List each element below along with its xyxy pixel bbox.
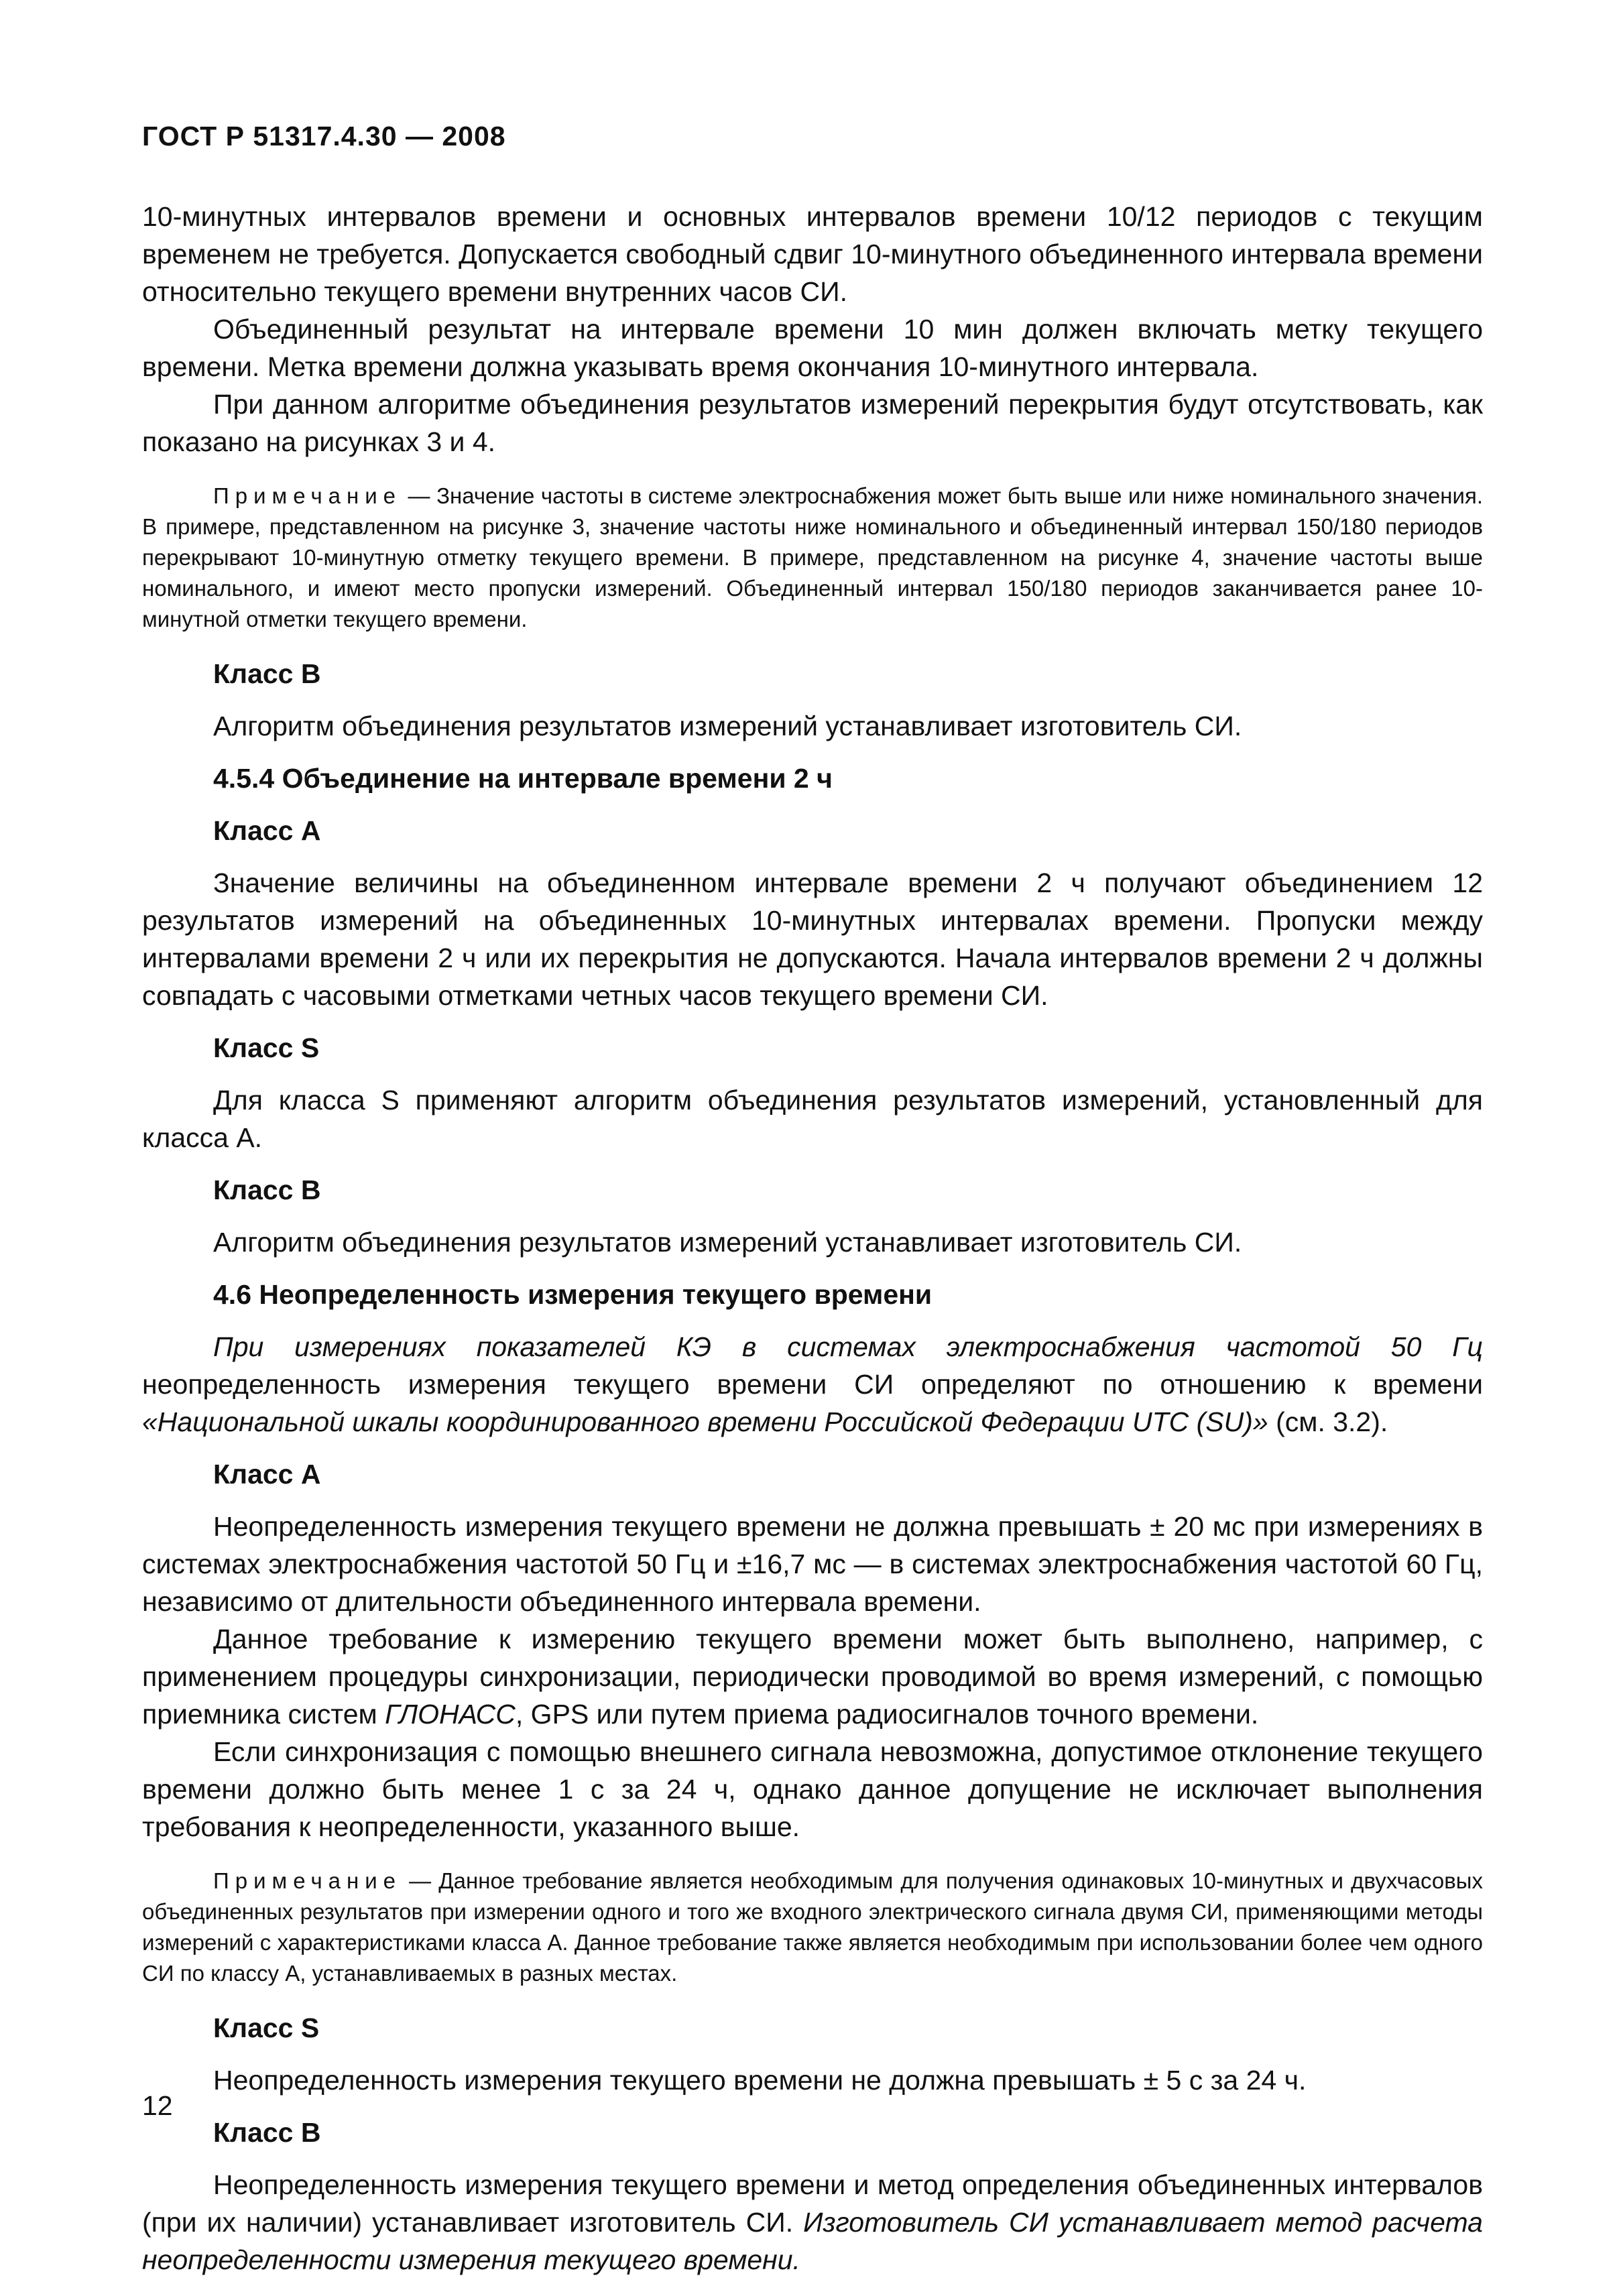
standard-header: ГОСТ Р 51317.4.30 — 2008 bbox=[142, 121, 506, 152]
note-text: — Данное требование является необходимым для получения одинаковых 10-минутных и двухчасовых объединенных результатов при измерении одного и того же входного электрического сигнала двумя СИ, применяющими методы измерений с характеристиками класса А. Данное требование также является необходимым при использовании более чем одного СИ по классу А, устанавливаемых в разных местах. bbox=[142, 1868, 1483, 1986]
paragraph: При данном алгоритме объединения результатов измерений перекрытия будут отсутствовать, как показано на рисунках 3 и 4. bbox=[142, 389, 1483, 457]
note bbox=[142, 481, 1483, 635]
note-text: — Значение частоты в системе электроснабжения может быть выше или ниже номинального значения. В примере, представленном на рисунке 3, значение частоты ниже номинального и объединенный интервал 150/180 периодов перекрывают 10-минутную отметку текущего времени. В примере, представленном на рисунке 4, значение частоты выше номинального, и имеют место пропуски измерений. Объединенный интервал 150/180 периодов заканчивается ранее 10-минутной отметки текущего времени. bbox=[142, 483, 1483, 631]
text: (см. 3.2). bbox=[1268, 1406, 1388, 1437]
section-heading: Класс В bbox=[213, 1174, 321, 1205]
note-label: Примечание bbox=[213, 483, 402, 508]
section-heading: Класс S bbox=[213, 1032, 320, 1063]
section-heading: Класс S bbox=[213, 2012, 320, 2043]
italic-text: При измерениях показателей КЭ в системах электроснабжения частотой 50 Гц bbox=[213, 1331, 1483, 1362]
paragraph: Объединенный результат на интервале времени 10 мин должен включать метку текущего времени. Метка времени должна указывать время окончания 10-минутного интервала. bbox=[142, 314, 1483, 382]
italic-text: Изготовитель СИ устанавливает метод расчета неопределенности измерения текущего времени. bbox=[142, 2207, 1483, 2275]
paragraph: 10-минутных интервалов времени и основных интервалов времени 10/12 периодов с текущим временем не требуется. Допускается свободный сдвиг 10-минутного объединенного интервала времени относительно текущего времени внутренних часов СИ. bbox=[142, 201, 1483, 307]
page-number: 12 bbox=[142, 2090, 173, 2121]
paragraph bbox=[142, 1328, 1483, 1441]
paragraph: Для класса S применяют алгоритм объединения результатов измерений, установленный для класса А. bbox=[142, 1085, 1483, 1153]
paragraph: Если синхронизация с помощью внешнего сигнала невозможна, допустимое отклонение текущего времени должно быть менее 1 с за 24 ч, однако данное допущение не исключает выполнения требования к неопределенности, указанного выше. bbox=[142, 1736, 1483, 1842]
paragraph: Значение величины на объединенном интервале времени 2 ч получают объединением 12 результатов измерений на объединенных 10-минутных интервалах времени. Пропуски между интервалами времени 2 ч или их перекрытия не допускаются. Начала интервалов времени 2 ч должны совпадать с часовыми отметками четных часов текущего времени СИ. bbox=[142, 867, 1483, 1011]
paragraph bbox=[142, 2166, 1483, 2279]
section-heading: Класс В bbox=[213, 2117, 321, 2148]
section-heading: 4.5.4 Объединение на интервале времени 2 ч bbox=[213, 763, 833, 794]
note-label: Примечание bbox=[213, 1868, 402, 1893]
paragraph bbox=[142, 1620, 1483, 1733]
text: неопределенность измерения текущего времени СИ определяют по отношению к времени bbox=[142, 1369, 1483, 1400]
paragraph: Неопределенность измерения текущего времени не должна превышать ± 5 с за 24 ч. bbox=[213, 2065, 1307, 2096]
section-heading: 4.6 Неопределенность измерения текущего времени bbox=[213, 1279, 933, 1310]
section-heading: Класс А bbox=[213, 815, 321, 846]
italic-text: ГЛОНАСС bbox=[385, 1699, 516, 1730]
italic-text: «Национальной шкалы координированного времени Российской Федерации UTC (SU)» bbox=[142, 1406, 1268, 1437]
text: , GPS или путем приема радиосигналов точного времени. bbox=[515, 1699, 1259, 1730]
text: Данное требование к измерению текущего времени может быть выполнено, например, с применением процедуры синхронизации, периодически проводимой во время измерений, с помощью приемника систем bbox=[142, 1624, 1483, 1730]
section-heading: Класс А bbox=[213, 1459, 321, 1490]
page-body bbox=[142, 198, 1483, 2279]
paragraph: Алгоритм объединения результатов измерений устанавливает изготовитель СИ. bbox=[213, 711, 1242, 741]
note bbox=[142, 1866, 1483, 1989]
text: Неопределенность измерения текущего времени и метод определения объединенных интервалов (при их наличии) устанавливает изготовитель СИ. bbox=[142, 2169, 1483, 2238]
section-heading: Класс В bbox=[213, 658, 321, 689]
paragraph: Алгоритм объединения результатов измерений устанавливает изготовитель СИ. bbox=[213, 1227, 1242, 1258]
paragraph: Неопределенность измерения текущего времени не должна превышать ± 20 мс при измерениях в системах электроснабжения частотой 50 Гц и ±16,7 мс — в системах электроснабжения частотой 60 Гц, независимо от длительности объединенного интервала времени. bbox=[142, 1511, 1483, 1617]
